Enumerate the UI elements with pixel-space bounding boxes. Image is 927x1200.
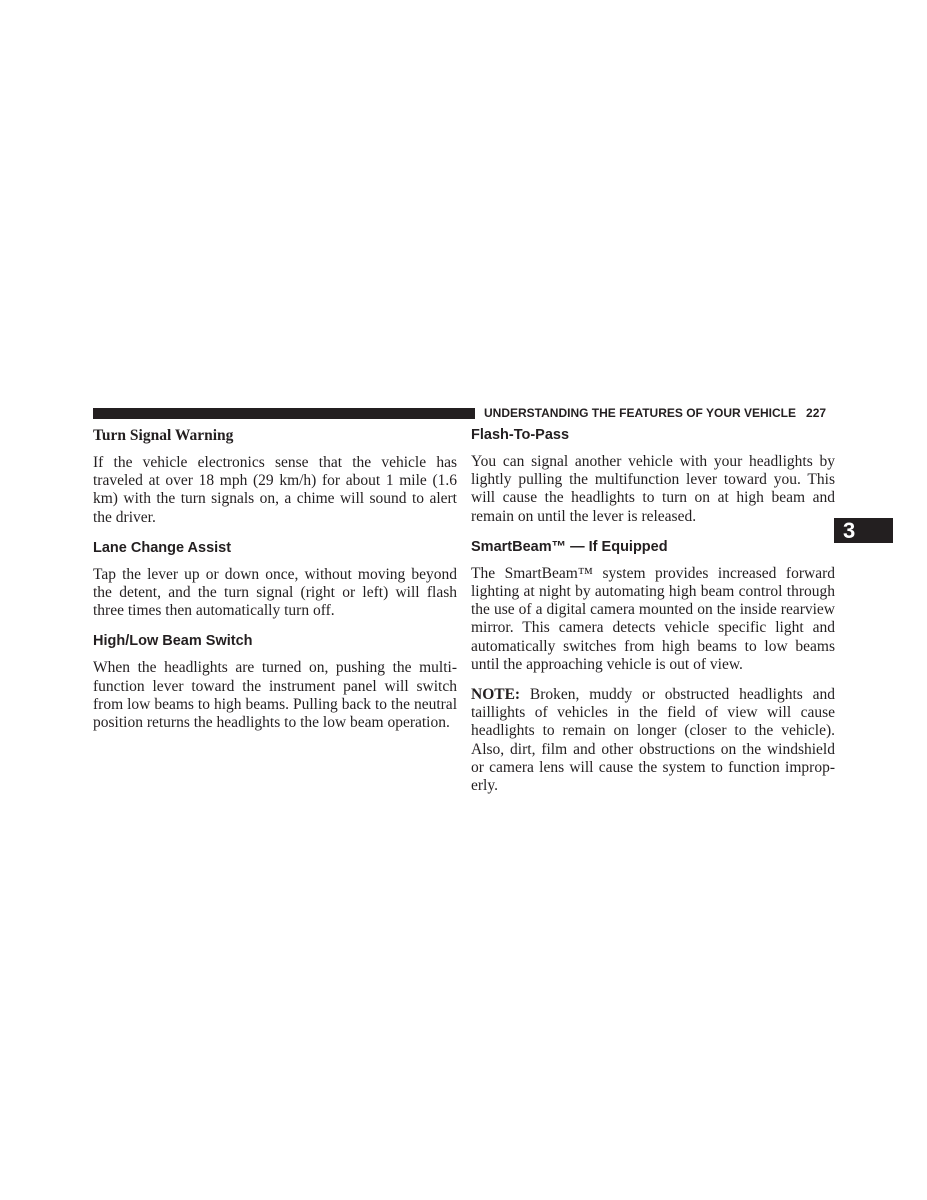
flash-to-pass-heading: Flash-To-Pass [471, 427, 570, 443]
high-low-beam-body: When the headlights are turned on, pushing the multifunction lever toward the instrument panel will switch from low beams to high beams. Pulling back to the neutral position returns the headlights to the low beam operation. [93, 659, 457, 732]
smartbeam-heading: SmartBeam™ — If Equipped [471, 538, 668, 555]
note-body: Broken, muddy or obstructed headlights and taillights of vehicles in the field of view will cause headlights to remain on longer (closer to the vehicle). Also, dirt, film and other obstructions on the windshield or camera lens will cause the system to function improperly. [471, 686, 835, 795]
header-rule [93, 408, 475, 419]
note-paragraph [471, 686, 835, 795]
turn-signal-warning-body: If the vehicle electronics sense that the vehicle has traveled at over 18 mph (29 km/h) for about 1 mile (1.6 km) with the turn signals on, a chime will sound to alert the driver. [93, 454, 457, 526]
smartbeam-body: The SmartBeam™ system provides increased forward lighting at night by automating high beam control through the use of a digital camera mounted on the inside rearview mirror. This camera detects vehicle specific light and automatically switches from high beams to low beams until the approaching vehicle is out of view. [471, 564, 835, 673]
turn-signal-warning-heading: Turn Signal Warning [93, 427, 234, 444]
note-label: NOTE: [471, 686, 521, 704]
page-number: 227 [806, 406, 827, 420]
chapter-tab: 3 [834, 518, 893, 543]
lane-change-assist-body: Tap the lever up or down once, without moving beyond the detent, and the turn signal (right or left) will flash three times then automatically turn off. [93, 565, 457, 620]
running-header [484, 405, 834, 421]
lane-change-assist-heading: Lane Change Assist [93, 539, 232, 556]
left-column [93, 426, 457, 744]
right-column [471, 426, 835, 807]
flash-to-pass-body: You can signal another vehicle with your headlights by lightly pulling the multifunction lever toward you. This will cause the headlights to turn on at high beam and remain on until the lever is released. [471, 453, 835, 525]
section-title: UNDERSTANDING THE FEATURES OF YOUR VEHICLE [484, 406, 797, 420]
high-low-beam-heading: High/Low Beam Switch [93, 633, 253, 650]
